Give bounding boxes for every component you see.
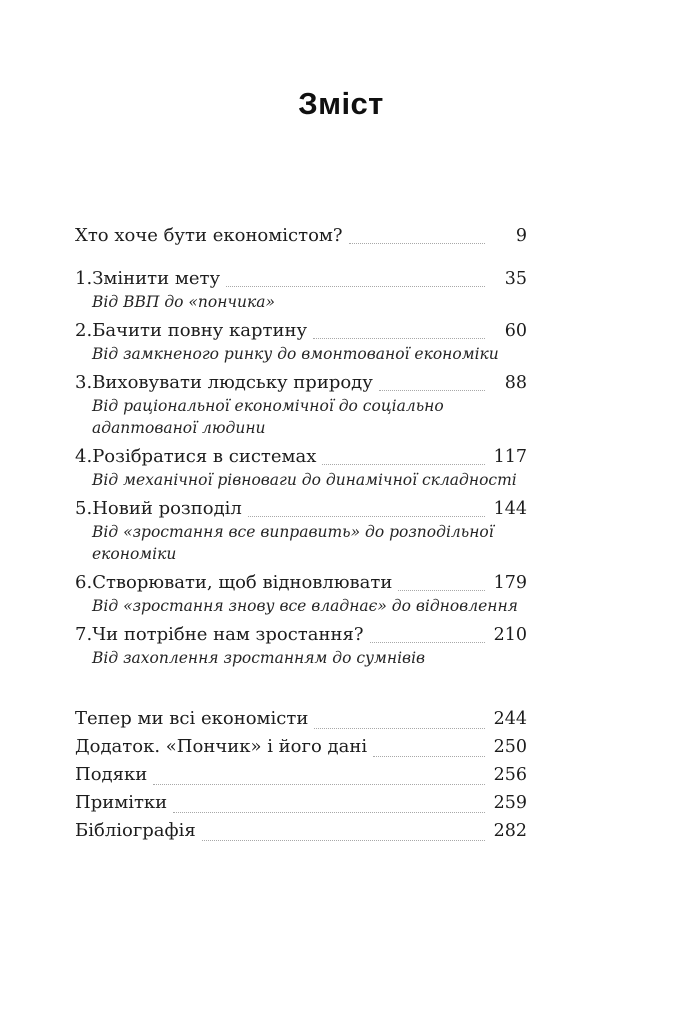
toc-chapter-row [75, 445, 527, 469]
toc-entry-title: Додаток. «Пончик» і його дані [75, 736, 368, 757]
toc-chapter [75, 571, 527, 617]
chapter-subtitle: Від замкненого ринку до вмонтованої економіки [92, 345, 499, 363]
dotted-leader [313, 338, 485, 339]
chapter-subtitle: Від механічної рівноваги до динамічної складності [92, 471, 517, 489]
chapter-number: 7. [75, 624, 93, 645]
chapter-number: 2. [75, 320, 93, 341]
dotted-leader [248, 516, 485, 517]
chapter-subtitle: Від «зростання все виправить» до розподільної економіки [92, 523, 494, 563]
toc-entry-page: 256 [493, 765, 527, 785]
toc-chapter-row [75, 371, 527, 395]
chapter-page: 60 [504, 321, 527, 341]
chapter-title: Змінити мету [92, 268, 221, 289]
dotted-leader [322, 464, 485, 465]
toc-entry [75, 789, 527, 817]
chapter-title: Розібратися в системах [92, 446, 317, 467]
chapter-page: 179 [493, 573, 527, 593]
chapter-title: Новий розподіл [92, 498, 242, 519]
toc-chapter-row [75, 497, 527, 521]
chapter-title: Створювати, щоб відновлювати [92, 572, 393, 593]
table-of-contents [75, 224, 527, 845]
toc-entry-page: 244 [493, 709, 527, 729]
dotted-leader [153, 784, 485, 785]
chapter-subtitle: Від «зростання знову все владнає» до відновлення [92, 597, 518, 615]
toc-entry [75, 761, 527, 789]
dotted-leader [398, 590, 485, 591]
toc-entry-page: 9 [515, 226, 527, 246]
toc-entry-intro [75, 224, 527, 248]
toc-entry-title: Подяки [75, 764, 148, 785]
chapter-number: 4. [75, 446, 93, 467]
dotted-leader [226, 286, 485, 287]
toc-entry-page: 250 [493, 737, 527, 757]
chapter-page: 117 [493, 447, 527, 467]
toc-entry [75, 817, 527, 845]
toc-chapter [75, 497, 527, 565]
chapter-page: 35 [504, 269, 527, 289]
toc-chapter [75, 319, 527, 365]
page-title: Зміст [298, 86, 384, 121]
chapter-number: 5. [75, 498, 93, 519]
toc-entry-title: Хто хоче бути економістом? [75, 225, 343, 246]
toc-entry [75, 705, 527, 733]
toc-chapter [75, 623, 527, 669]
toc-entry [75, 733, 527, 761]
chapter-title: Виховувати людську природу [92, 372, 373, 393]
toc-chapter [75, 371, 527, 439]
dotted-leader [202, 840, 485, 841]
toc-entry-title: Примітки [75, 792, 168, 813]
toc-chapter [75, 445, 527, 491]
toc-chapter-row [75, 267, 527, 291]
dotted-leader [173, 812, 485, 813]
dotted-leader [379, 390, 485, 391]
toc-chapter [75, 267, 527, 313]
toc-entry-page: 282 [493, 821, 527, 841]
dotted-leader [314, 728, 485, 729]
chapter-page: 144 [493, 499, 527, 519]
toc-chapter-row [75, 319, 527, 343]
toc-entry-page: 259 [493, 793, 527, 813]
chapter-number: 1. [75, 268, 93, 289]
chapter-number: 6. [75, 572, 93, 593]
chapter-subtitle: Від раціональної економічної до соціально адаптованої людини [92, 397, 444, 437]
toc-chapter-row [75, 623, 527, 647]
chapter-subtitle: Від ВВП до «пончика» [92, 293, 276, 311]
chapter-page: 88 [504, 373, 527, 393]
chapter-page: 210 [493, 625, 527, 645]
toc-entry-title: Тепер ми всі економісти [75, 708, 309, 729]
dotted-leader [373, 756, 485, 757]
dotted-leader [370, 642, 486, 643]
chapter-number: 3. [75, 372, 93, 393]
backmatter-section [75, 705, 527, 845]
chapter-subtitle: Від захоплення зростанням до сумнівів [92, 649, 426, 667]
toc-chapter-row [75, 571, 527, 595]
dotted-leader [349, 243, 485, 244]
chapter-title: Бачити повну картину [92, 320, 308, 341]
chapter-title: Чи потрібне нам зростання? [92, 624, 364, 645]
toc-entry-title: Бібліографія [75, 820, 196, 841]
